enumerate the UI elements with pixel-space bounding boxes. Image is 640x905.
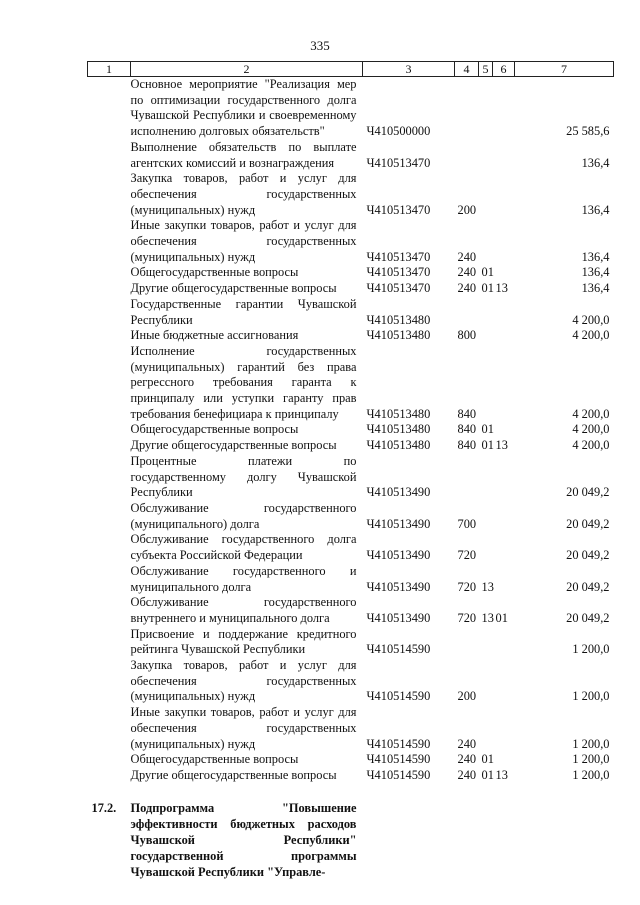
header-row [88, 62, 614, 77]
row-subsection [493, 501, 515, 532]
row-subsection [493, 658, 515, 705]
row-expense-type: 240 [457, 249, 477, 264]
row-section [479, 705, 493, 752]
row-subsection: 13 [495, 767, 508, 782]
row-subsection [493, 344, 515, 423]
section-empty-cell [455, 784, 479, 880]
row-amount: 20 049,2 [566, 579, 610, 594]
row-subsection [493, 564, 515, 595]
row-section: 01 [481, 281, 494, 296]
row-target-code: Ч410513480 [366, 312, 431, 327]
budget-table [87, 61, 614, 880]
row-target-code: Ч410513480 [366, 422, 431, 437]
row-target-code: Ч410513470 [366, 202, 431, 217]
row-amount: 4 200,0 [572, 312, 610, 327]
table-row [88, 328, 614, 344]
row-description: Закупка товаров, работ и услуг для обеспечения государственных (муниципальных) нужд [130, 658, 357, 704]
row-description: Другие общегосударственные вопросы [130, 438, 337, 453]
row-description: Закупка товаров, работ и услуг для обеспечения государственных (муниципальных) нужд [130, 171, 357, 217]
row-expense-type [455, 454, 479, 501]
row-number [88, 454, 131, 501]
row-expense-type: 240 [457, 736, 477, 751]
row-section: 13 [481, 579, 494, 594]
table-row [88, 768, 614, 784]
row-section [479, 627, 493, 658]
row-subsection [493, 265, 515, 281]
row-subsection: 13 [495, 281, 508, 296]
row-expense-type: 720 [457, 548, 477, 563]
row-target-code: Ч410514590 [366, 736, 431, 751]
row-expense-type: 240 [457, 265, 477, 280]
row-target-code: Ч410513470 [366, 249, 431, 264]
table-row [88, 438, 614, 454]
row-subsection: 13 [495, 438, 508, 453]
header-col-6: 6 [493, 62, 515, 77]
row-amount: 20 049,2 [566, 610, 610, 625]
row-description: Общегосударственные вопросы [130, 422, 299, 437]
row-amount: 1 200,0 [572, 736, 610, 751]
row-section: 01 [481, 422, 494, 437]
row-section: 13 [481, 610, 494, 625]
row-amount: 4 200,0 [572, 406, 610, 421]
row-expense-type: 200 [457, 202, 477, 217]
header-col-5: 5 [479, 62, 493, 77]
table-row [88, 344, 614, 423]
header-col-1: 1 [88, 62, 131, 77]
row-number [88, 218, 131, 265]
row-section [479, 658, 493, 705]
section-empty-cell [493, 784, 515, 880]
row-target-code: Ч410500000 [366, 124, 431, 139]
table-body [88, 77, 614, 880]
row-expense-type: 240 [457, 767, 477, 782]
row-target-code: Ч410513470 [366, 281, 431, 296]
row-section [479, 297, 493, 328]
row-number [88, 297, 131, 328]
row-amount: 4 200,0 [572, 422, 610, 437]
row-amount: 20 049,2 [566, 548, 610, 563]
row-target-code: Ч410513480 [366, 328, 431, 343]
row-description: Основное мероприятие "Реализация мер по оптимизации государственного долга Чувашской Республики и своевременному исполнению долговых обязательств" [130, 77, 357, 139]
row-expense-type: 240 [457, 281, 477, 296]
table-row [88, 658, 614, 705]
row-expense-type [455, 140, 479, 171]
row-number [88, 768, 131, 784]
table-row [88, 281, 614, 297]
row-number [88, 328, 131, 344]
row-description: Другие общегосударственные вопросы [130, 767, 337, 782]
row-amount: 25 585,6 [566, 124, 610, 139]
table-row [88, 77, 614, 140]
row-number [88, 532, 131, 563]
section-number: 17.2. [91, 800, 117, 815]
row-section [479, 77, 493, 140]
row-amount: 20 049,2 [566, 516, 610, 531]
row-amount: 136,4 [581, 265, 610, 280]
row-description: Государственные гарантии Чувашской Республики [130, 296, 357, 327]
row-section: 01 [481, 265, 494, 280]
row-amount: 1 200,0 [572, 752, 610, 767]
row-number [88, 422, 131, 438]
row-amount: 136,4 [581, 281, 610, 296]
row-number [88, 281, 131, 297]
row-amount: 136,4 [581, 249, 610, 264]
row-subsection [493, 171, 515, 218]
row-target-code: Ч410513470 [366, 265, 431, 280]
row-subsection [493, 218, 515, 265]
row-subsection [493, 140, 515, 171]
row-target-code: Ч410513490 [366, 610, 431, 625]
table-row [88, 140, 614, 171]
row-target-code: Ч410513490 [366, 579, 431, 594]
row-number [88, 705, 131, 752]
row-number [88, 265, 131, 281]
row-expense-type: 720 [457, 610, 477, 625]
row-description: Иные бюджетные ассигнования [130, 328, 299, 343]
row-expense-type: 840 [457, 406, 477, 421]
table-row [88, 627, 614, 658]
row-description: Выполнение обязательств по выплате агентских комиссий и вознаграждения [130, 139, 357, 170]
row-amount: 136,4 [581, 155, 610, 170]
row-expense-type [455, 297, 479, 328]
row-subsection [493, 422, 515, 438]
row-section [479, 218, 493, 265]
row-target-code: Ч410514590 [366, 752, 431, 767]
row-subsection [493, 532, 515, 563]
row-target-code: Ч410514590 [366, 689, 431, 704]
row-subsection [493, 297, 515, 328]
row-amount: 1 200,0 [572, 767, 610, 782]
row-number [88, 752, 131, 768]
row-target-code: Ч410513480 [366, 438, 431, 453]
row-description: Иные закупки товаров, работ и услуг для обеспечения государственных (муниципальных) нужд [130, 218, 357, 264]
table-row [88, 265, 614, 281]
row-target-code: Ч410513490 [366, 485, 431, 500]
row-section [479, 171, 493, 218]
row-section [479, 344, 493, 423]
row-number [88, 344, 131, 423]
section-empty-cell [363, 784, 455, 880]
row-number [88, 595, 131, 626]
header-col-7: 7 [515, 62, 614, 77]
table-row [88, 532, 614, 563]
row-section [479, 328, 493, 344]
table-row [88, 501, 614, 532]
row-subsection: 01 [495, 610, 508, 625]
row-section: 01 [481, 752, 494, 767]
section-title: Подпрограмма "Повышение эффективности бюджетных расходов Чувашской Республики" государственной программы Чувашской Республики "Управле- [130, 800, 357, 879]
section-empty-cell [515, 784, 614, 880]
row-number [88, 140, 131, 171]
row-description: Обслуживание государственного внутреннего и муниципального долга [130, 595, 357, 625]
header-col-4: 4 [455, 62, 479, 77]
row-section [479, 140, 493, 171]
header-col-3: 3 [363, 62, 455, 77]
table-row [88, 595, 614, 626]
row-target-code: Ч410514590 [366, 642, 431, 657]
row-expense-type [455, 77, 479, 140]
subprogram-section-row [88, 784, 614, 880]
row-section [479, 454, 493, 501]
row-description: Другие общегосударственные вопросы [130, 281, 337, 296]
row-subsection [493, 328, 515, 344]
row-amount: 4 200,0 [572, 328, 610, 343]
row-number [88, 658, 131, 705]
row-number [88, 627, 131, 658]
row-description: Иные закупки товаров, работ и услуг для обеспечения государственных (муниципальных) нужд [130, 705, 357, 751]
row-description: Исполнение государственных (муниципальных) гарантий без права регрессного требования гаранта к принципалу или уступки гаранту прав требования бенефициара к принципалу [130, 343, 357, 421]
row-expense-type: 840 [457, 438, 477, 453]
row-target-code: Ч410514590 [366, 767, 431, 782]
row-amount: 4 200,0 [572, 438, 610, 453]
table-row [88, 297, 614, 328]
row-expense-type [455, 627, 479, 658]
row-number [88, 77, 131, 140]
table-row [88, 218, 614, 265]
row-target-code: Ч410513480 [366, 406, 431, 421]
row-number [88, 501, 131, 532]
row-amount: 136,4 [581, 202, 610, 217]
table-row [88, 752, 614, 768]
table-row [88, 422, 614, 438]
row-number [88, 171, 131, 218]
row-expense-type: 840 [457, 422, 477, 437]
row-section: 01 [481, 767, 494, 782]
row-expense-type: 800 [457, 328, 477, 343]
row-number [88, 438, 131, 454]
row-description: Общегосударственные вопросы [130, 752, 299, 767]
section-empty-cell [479, 784, 493, 880]
row-expense-type: 700 [457, 516, 477, 531]
row-subsection [493, 627, 515, 658]
row-description: Обслуживание государственного долга субъекта Российской Федерации [130, 532, 357, 563]
row-section: 01 [481, 438, 494, 453]
row-target-code: Ч410513470 [366, 155, 431, 170]
row-description: Процентные платежи по государственному долгу Чувашской Республики [130, 453, 357, 500]
table-row [88, 454, 614, 501]
table-row [88, 705, 614, 752]
row-section [479, 501, 493, 532]
row-subsection [493, 752, 515, 768]
row-number [88, 564, 131, 595]
row-description: Присвоение и поддержание кредитного рейтинга Чувашской Республики [130, 626, 357, 657]
table-row [88, 564, 614, 595]
row-subsection [493, 77, 515, 140]
row-subsection [493, 705, 515, 752]
row-expense-type: 240 [457, 752, 477, 767]
row-expense-type: 200 [457, 689, 477, 704]
header-col-2: 2 [131, 62, 363, 77]
row-description: Обслуживание государственного (муниципального) долга [130, 500, 357, 531]
row-amount: 1 200,0 [572, 689, 610, 704]
row-target-code: Ч410513490 [366, 548, 431, 563]
table-row [88, 171, 614, 218]
row-expense-type: 720 [457, 579, 477, 594]
row-section [479, 532, 493, 563]
row-description: Общегосударственные вопросы [130, 265, 299, 280]
table-header [88, 62, 614, 77]
row-target-code: Ч410513490 [366, 516, 431, 531]
row-amount: 20 049,2 [566, 485, 610, 500]
page-number: 335 [310, 38, 330, 53]
row-description: Обслуживание государственного и муниципального долга [130, 563, 357, 594]
row-subsection [493, 454, 515, 501]
row-amount: 1 200,0 [572, 642, 610, 657]
